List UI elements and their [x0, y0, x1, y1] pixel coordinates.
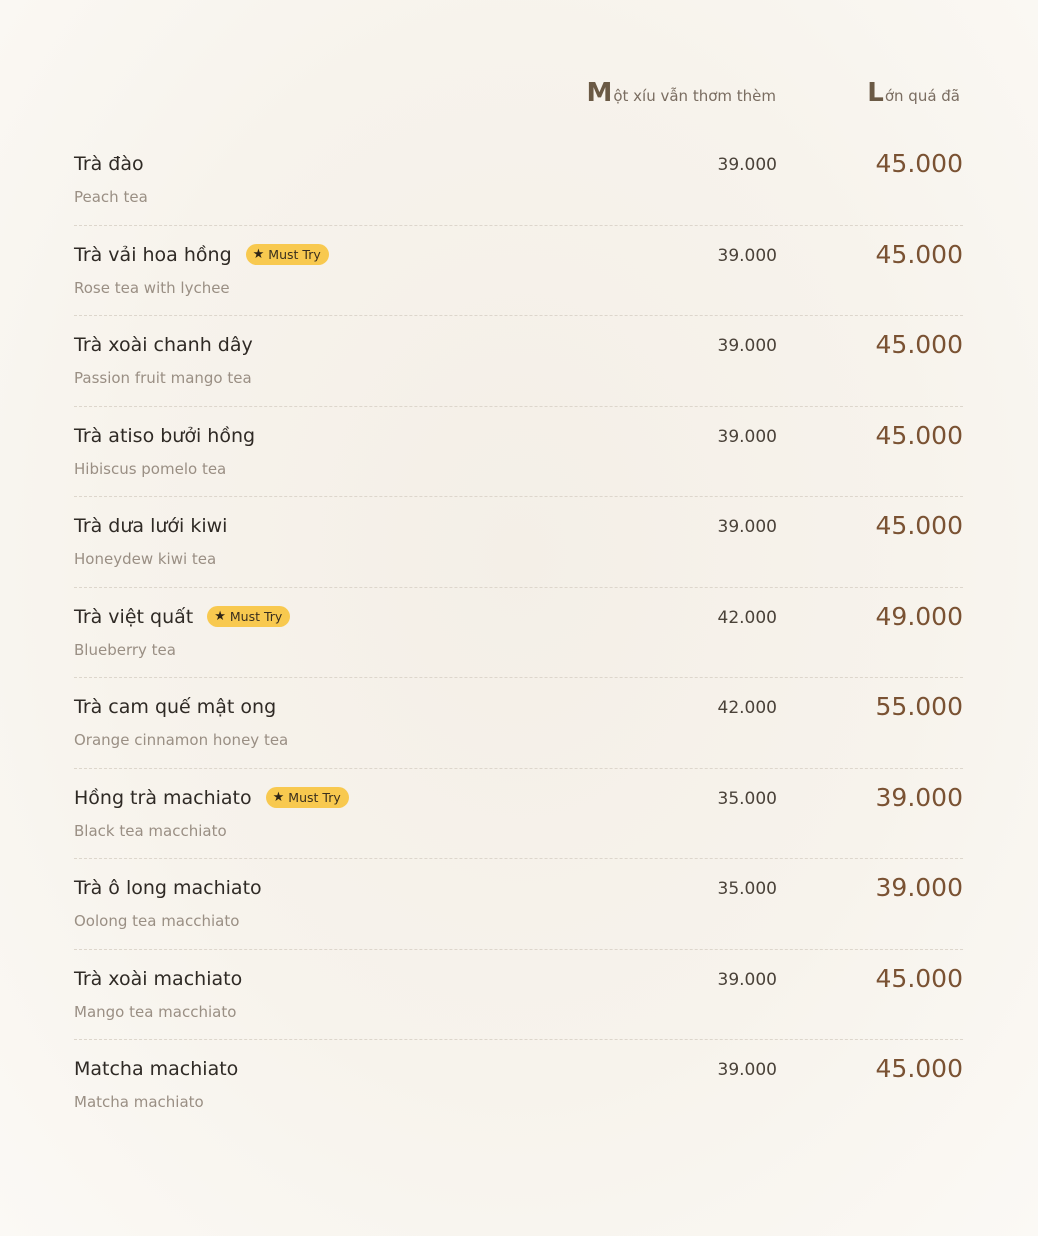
menu-item — [74, 316, 963, 407]
item-name: Trà vải hoa hồng — [74, 243, 232, 266]
price-small: 42.000 — [717, 607, 777, 628]
price-large: 55.000 — [875, 692, 963, 721]
item-subtitle: Rose tea with lychee — [74, 278, 230, 297]
price-large: 45.000 — [875, 149, 963, 178]
must-try-badge: ★ Must Try — [266, 787, 349, 808]
menu-item — [74, 1040, 963, 1130]
price-small: 39.000 — [717, 426, 777, 447]
size-small-header: Một xíu vẫn thơm thèm — [586, 78, 776, 108]
item-subtitle: Oolong tea macchiato — [74, 912, 240, 930]
price-large: 49.000 — [875, 601, 963, 631]
price-small: 39.000 — [717, 1060, 777, 1080]
star-icon: ★ — [252, 247, 265, 262]
menu-item — [74, 678, 963, 769]
item-subtitle: Black tea macchiato — [74, 821, 227, 840]
item-subtitle: Matcha machiato — [74, 1093, 204, 1111]
item-name: Trà atiso bưởi hồng — [74, 424, 256, 447]
price-large: 45.000 — [875, 511, 963, 540]
menu-item — [74, 859, 963, 950]
price-large: 45.000 — [875, 330, 963, 359]
item-name: Trà cam quế mật ong — [74, 696, 277, 718]
price-small: 35.000 — [717, 879, 777, 899]
price-large: 39.000 — [875, 873, 963, 902]
menu-item — [74, 497, 963, 588]
price-small: 39.000 — [717, 336, 777, 356]
must-try-badge: ★ Must Try — [207, 606, 290, 627]
price-small: 39.000 — [717, 155, 777, 175]
must-try-badge: ★ Must Try — [246, 244, 329, 265]
item-name: Trà xoài machiato — [74, 967, 243, 990]
item-subtitle: Blueberry tea — [74, 640, 176, 659]
item-name: Trà việt quất — [74, 605, 194, 628]
item-name: Trà xoài chanh dây — [74, 334, 253, 356]
price-large: 45.000 — [875, 420, 963, 450]
item-subtitle: Passion fruit mango tea — [74, 369, 252, 387]
item-subtitle: Mango tea macchiato — [74, 1002, 237, 1021]
item-subtitle: Peach tea — [74, 188, 148, 206]
item-subtitle: Orange cinnamon honey tea — [74, 731, 289, 749]
star-icon: ★ — [272, 790, 285, 805]
item-name: Matcha machiato — [74, 1058, 239, 1080]
menu-list — [74, 135, 963, 1130]
price-large: 45.000 — [875, 963, 963, 993]
item-subtitle: Hibiscus pomelo tea — [74, 459, 227, 478]
menu-item — [74, 769, 963, 860]
price-small: 39.000 — [717, 517, 777, 537]
price-small: 42.000 — [717, 698, 777, 718]
item-name: Trà đào — [74, 153, 144, 175]
item-subtitle: Honeydew kiwi tea — [74, 550, 217, 568]
item-name: Trà dưa lưới kiwi — [74, 515, 228, 537]
price-small: 39.000 — [717, 245, 777, 266]
price-small: 39.000 — [717, 969, 777, 990]
menu-item — [74, 135, 963, 226]
price-large: 39.000 — [875, 782, 963, 812]
menu-item — [74, 588, 963, 679]
price-small: 35.000 — [717, 788, 777, 809]
item-name: Trà ô long machiato — [74, 877, 262, 899]
price-large: 45.000 — [875, 239, 963, 269]
menu-item — [74, 407, 963, 498]
menu-item — [74, 950, 963, 1041]
size-header — [0, 78, 1038, 118]
menu-item — [74, 226, 963, 317]
star-icon: ★ — [214, 609, 226, 624]
price-large: 45.000 — [875, 1054, 963, 1083]
item-name: Hồng trà machiato — [74, 786, 252, 809]
size-large-header: Lớn quá đã — [867, 78, 960, 108]
